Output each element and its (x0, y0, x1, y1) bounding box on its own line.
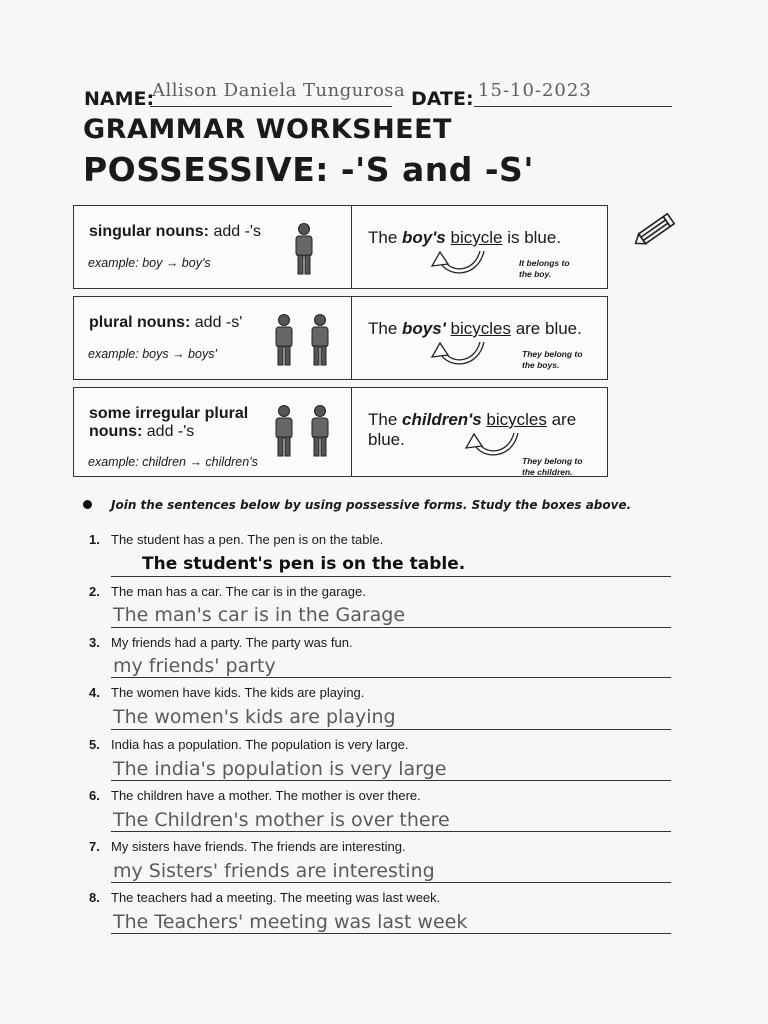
question-text: The teachers had a meeting. The meeting was last week. (111, 890, 441, 905)
answer-text[interactable]: The student's pen is on the table. (142, 554, 466, 574)
bullet-icon (83, 500, 92, 509)
person-icon (272, 405, 296, 457)
question-number: 8. (89, 890, 100, 905)
answer-line (111, 627, 671, 628)
person-icon (272, 314, 296, 366)
question-text: India has a population. The population is very large. (111, 737, 409, 752)
question-text: The man has a car. The car is in the garage. (111, 584, 366, 599)
curved-arrow-icon (452, 430, 524, 462)
question-number: 4. (89, 685, 100, 700)
answer-line (111, 677, 671, 678)
question-text: My sisters have friends. The friends are interesting. (111, 839, 406, 854)
name-line (150, 106, 392, 107)
belongs-note: They belong to the boys. (522, 349, 583, 370)
rule-example: example: boys → boys' (88, 347, 217, 361)
answer-line (111, 933, 671, 934)
belongs-note: It belongs to the boy. (519, 258, 570, 279)
box-divider (351, 206, 352, 288)
question-text: The children have a mother. The mother is over there. (111, 788, 421, 803)
rule-box-singular (73, 205, 608, 289)
worksheet-subtitle: POSSESSIVE: -'S and -S' (83, 150, 534, 189)
question-number: 6. (89, 788, 100, 803)
date-line (474, 106, 672, 107)
belongs-note: They belong to the children. (522, 456, 583, 477)
pencil-icon (630, 210, 680, 252)
answer-line (111, 831, 671, 832)
person-icon (308, 405, 332, 457)
rule-example: example: boy → boy's (88, 256, 211, 270)
example-sentence: The children's bicycles are blue. (368, 410, 577, 449)
rule-label: singular nouns: add -'s (89, 223, 261, 240)
date-value[interactable]: 15-10-2023 (478, 80, 592, 101)
question-number: 1. (89, 532, 100, 547)
date-label: DATE: (411, 88, 474, 110)
curved-arrow-icon (418, 339, 490, 371)
question-text: My friends had a party. The party was fun. (111, 635, 353, 650)
answer-text[interactable]: my friends' party (113, 655, 276, 677)
question-number: 5. (89, 737, 100, 752)
answer-line (111, 729, 671, 730)
curved-arrow-icon (418, 248, 490, 280)
box-divider (351, 388, 352, 476)
rule-box-irregular (73, 387, 608, 477)
answer-text[interactable]: my Sisters' friends are interesting (113, 860, 435, 882)
answer-text[interactable]: The Teachers' meeting was last week (113, 911, 468, 933)
box-divider (351, 297, 352, 379)
answer-text[interactable]: The Children's mother is over there (113, 809, 450, 831)
question-number: 7. (89, 839, 100, 854)
name-value[interactable]: Allison Daniela Tungurosa (152, 80, 406, 101)
question-text: The student has a pen. The pen is on the table. (111, 532, 384, 547)
rule-label: plural nouns: add -s' (89, 314, 243, 331)
instruction-text: Join the sentences below by using possessive forms. Study the boxes above. (111, 498, 632, 512)
question-number: 3. (89, 635, 100, 650)
worksheet-title: GRAMMAR WORKSHEET (83, 114, 452, 145)
person-icon (292, 223, 316, 275)
rule-example: example: children → children's (88, 455, 258, 469)
question-number: 2. (89, 584, 100, 599)
person-icon (308, 314, 332, 366)
answer-line (111, 576, 671, 577)
answer-text[interactable]: The india's population is very large (113, 758, 447, 780)
example-sentence: The boys' bicycles are blue. (368, 319, 582, 338)
rule-label: some irregular plural nouns: add -'s (89, 405, 249, 440)
example-sentence: The boy's bicycle is blue. (368, 228, 562, 247)
answer-line (111, 882, 671, 883)
rule-box-plural (73, 296, 608, 380)
answer-text[interactable]: The man's car is in the Garage (113, 604, 406, 626)
answer-line (111, 780, 671, 781)
name-label: NAME: (84, 88, 155, 110)
answer-text[interactable]: The women's kids are playing (113, 706, 396, 728)
question-text: The women have kids. The kids are playing. (111, 685, 365, 700)
